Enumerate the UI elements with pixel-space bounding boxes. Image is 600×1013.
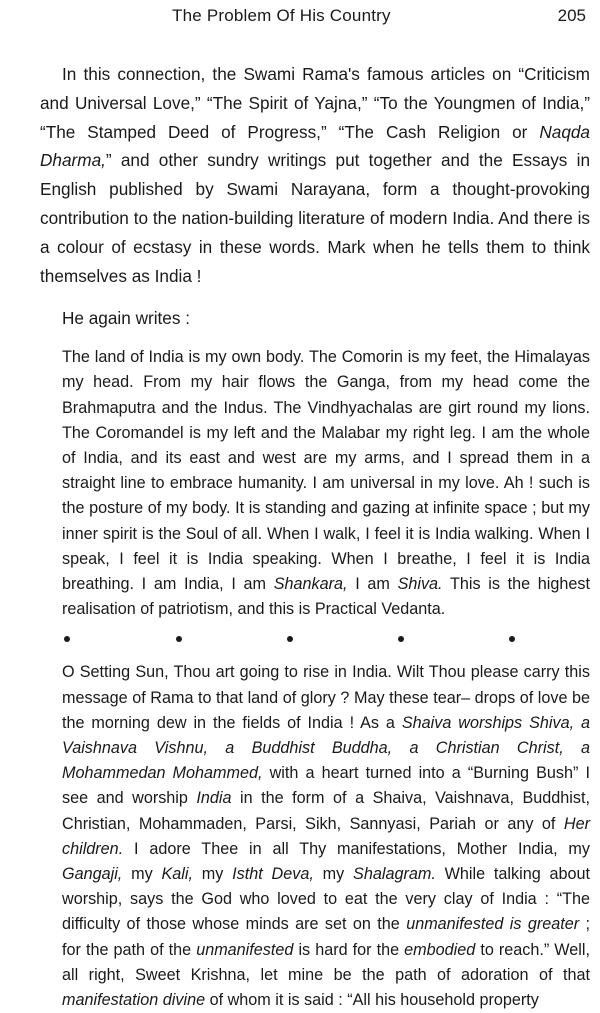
text-run: to reach.” Well, all right, Sweet Krishna, let mine be the path of adoration of that [62, 940, 590, 984]
lead-in-line: He again writes : [62, 308, 191, 329]
italic-run: manifestation divine [62, 991, 206, 1010]
text-run: ; for the path of the [62, 915, 591, 959]
page-number: 205 [557, 6, 586, 25]
block-quote-1 [62, 345, 590, 622]
text-run: my [192, 865, 233, 884]
separator-dot [398, 636, 404, 642]
text-run: in the form of a Shaiva, Vaishnava, Buddhist, Christian, Mohammaden, Parsi, Sikh, Sannyasi, Pariah or any of [62, 789, 590, 833]
running-title: The Problem Of His Country [172, 6, 391, 25]
text-run: is hard for the [293, 940, 405, 959]
italic-run: Shalagram. [353, 865, 436, 884]
separator-dot [176, 636, 182, 642]
section-separator-dots [0, 634, 600, 654]
separator-dot [287, 636, 293, 642]
italic-run: Shiva. [397, 575, 443, 593]
italic-run: Shaiva worships Shiva, a Vaishnava Vishnu, a Buddhist Buddha, a Christian Christ, a Mohammedan Mohammed, [62, 713, 590, 783]
italic-run: Gangaji, [62, 865, 123, 884]
text-run: The land of India is my own body. The Comorin is my feet, the Himalayas my head. From my hair flows the Ganga, from my head come the Brahmaputra and the Indus. The Vindhyachalas are girt round my lions. The Coromandel is my left and the Malabar my right leg. I am the whole of India, and its east and west are my arms, and I spread them in a straight line to embrace humanity. I am universal in my love. Ah ! such is the posture of my body. It is standing and gazing at infinite space ; but my inner spirit is the Soul of all. When I walk, I feel it is India walking. When I speak, I feel it is India speaking. When I breathe, I feel it is India breathing. I am India, I am [62, 348, 590, 593]
text-run: my [313, 865, 354, 884]
italic-run: Istht Deva, [232, 865, 314, 884]
text-run: In this connection, the Swami Rama's famous articles on “Criticism and Universal Love,” “The Spirit of Yajna,” “To the Youngmen of India,” “The Stamped Deed of Progress,” “The Cash Religion or [40, 64, 590, 142]
separator-dot [509, 636, 515, 642]
text-run: While talking about worship, says the God who loved to eat the very clay of India : “The difficulty of those whose minds are set on the [62, 865, 591, 934]
separator-dot [64, 636, 70, 642]
text-run: I am [347, 575, 398, 593]
text-run: This is the highest realisation of patriotism, and this is Practical Vedanta. [62, 575, 590, 619]
text-run: my [122, 865, 162, 884]
italic-run: unmanifested [196, 940, 294, 959]
italic-run: Shankara, [273, 575, 348, 593]
intro-paragraph [40, 60, 590, 290]
text-run: with a heart turned into a “Burning Bush” I see and worship [62, 764, 590, 808]
italic-run: Her children. [62, 814, 590, 858]
italic-run: India [196, 789, 232, 808]
italic-run: Kali, [161, 865, 193, 884]
block-quote-2 [62, 660, 590, 1013]
text-run: ” and other sundry writings put together and the Essays in English published by Swami Narayana, form a thought-provoking contribution to the nation-building literature of modern India. And there is a colour of ecstasy in these words. Mark when he tells them to think themselves as India ! [40, 150, 590, 286]
running-header [0, 6, 600, 30]
text-run: O Setting Sun, Thou art going to rise in India. Wilt Thou please carry this message of Rama to that land of glory ? May these tear– drops of love be the morning dew in the fields of India ! As a [62, 663, 590, 732]
text-run: of whom it is said : “All his household property [205, 991, 539, 1010]
italic-run: unmanifested is greater [406, 915, 580, 934]
italic-run: Naqda Dharma, [40, 121, 590, 171]
page-body [0, 60, 600, 1013]
text-run: I adore Thee in all Thy manifestations, Mother India, my [123, 839, 590, 858]
italic-run: embodied [404, 940, 476, 959]
